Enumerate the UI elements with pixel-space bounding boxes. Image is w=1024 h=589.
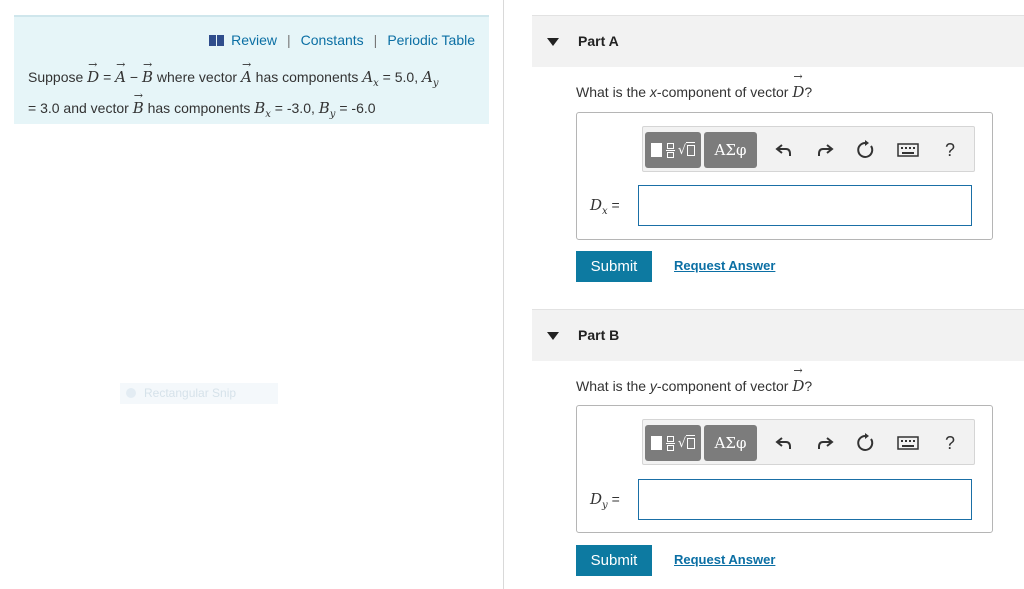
problem-statement — [28, 65, 478, 127]
var-symbol: D — [590, 196, 603, 214]
collapse-triangle-icon[interactable] — [547, 332, 559, 340]
undo-icon[interactable] — [771, 430, 797, 456]
by-subscript: y — [329, 108, 336, 120]
ay-subscript: y — [432, 77, 439, 89]
snip-dot-icon — [126, 388, 136, 398]
problem-intro-panel — [14, 15, 489, 124]
part-a-answer-box — [576, 112, 993, 240]
problem-text: = 3.0 and vector — [28, 99, 133, 116]
part-b-answer-box — [576, 405, 993, 533]
part-b-header[interactable] — [532, 309, 1024, 361]
part-b-submit-button[interactable]: Submit — [576, 545, 652, 576]
undo-icon[interactable] — [771, 137, 797, 163]
part-a-request-answer-link[interactable]: Request Answer — [674, 258, 776, 273]
question-text: What is the — [576, 378, 650, 394]
question-text: What is the — [576, 84, 650, 100]
part-a-submit-button[interactable]: Submit — [576, 251, 652, 282]
dy-answer-input[interactable] — [638, 479, 972, 520]
ax-subscript: x — [373, 77, 379, 89]
vector-b: → B — [133, 96, 144, 121]
review-link[interactable]: Review — [231, 32, 277, 48]
fraction-icon — [666, 436, 675, 451]
vector-a: → A — [115, 65, 126, 90]
vector-a: → A — [241, 65, 252, 90]
question-component: x — [649, 84, 657, 100]
help-icon[interactable]: ? — [944, 139, 955, 160]
math-toolbar — [642, 419, 975, 465]
problem-text: Suppose — [28, 69, 88, 85]
greek-button[interactable]: ΑΣφ — [704, 425, 757, 461]
constants-link[interactable]: Constants — [300, 32, 364, 48]
keyboard-icon[interactable] — [895, 137, 921, 163]
redo-icon[interactable] — [812, 430, 838, 456]
bx-value: = -3.0, — [270, 99, 319, 116]
dx-label — [590, 196, 620, 217]
keyboard-icon[interactable] — [895, 430, 921, 456]
bx-symbol: B — [254, 98, 266, 117]
templates-icon — [651, 143, 662, 157]
reset-icon[interactable] — [853, 137, 879, 163]
snip-ghost-label: Rectangular Snip — [144, 386, 237, 400]
equals-sign: = — [607, 491, 620, 507]
ax-value: = 5.0, — [378, 69, 422, 85]
root-icon: √ — [678, 142, 695, 158]
question-component: y — [649, 378, 657, 394]
var-symbol: D — [590, 490, 603, 508]
part-b-request-answer-link[interactable]: Request Answer — [674, 552, 776, 567]
problem-text: has components — [251, 69, 363, 85]
minus-sign: − — [126, 69, 142, 85]
fraction-icon — [666, 143, 675, 158]
ay-symbol: A — [422, 68, 433, 86]
book-icon — [209, 35, 224, 46]
bx-subscript: x — [265, 108, 271, 120]
templates-icon — [651, 436, 662, 450]
resource-links — [209, 32, 475, 48]
link-separator: | — [286, 32, 291, 48]
redo-icon[interactable] — [812, 137, 838, 163]
vector-d: → D — [87, 65, 99, 90]
column-divider — [503, 0, 504, 589]
collapse-triangle-icon[interactable] — [547, 38, 559, 46]
snip-tool-ghost — [120, 383, 278, 404]
equals-sign: = — [607, 197, 620, 213]
ax-symbol: A — [362, 68, 374, 86]
root-icon: √ — [678, 435, 695, 451]
question-text: -component of vector — [656, 84, 793, 100]
greek-button[interactable]: ΑΣφ — [704, 132, 757, 168]
vector-d: → D — [792, 377, 804, 395]
part-b-question — [576, 377, 812, 395]
templates-button[interactable] — [645, 132, 701, 168]
part-title: Part A — [578, 33, 619, 49]
question-text: -component of vector — [656, 378, 793, 394]
vector-d: → D — [792, 83, 804, 101]
part-a-question — [576, 83, 812, 101]
dx-answer-input[interactable] — [638, 185, 972, 226]
math-toolbar — [642, 126, 975, 172]
question-mark: ? — [804, 84, 813, 100]
help-icon[interactable]: ? — [944, 432, 955, 453]
by-value: = -6.0 — [335, 99, 376, 116]
equals-sign: = — [99, 69, 116, 85]
problem-text: has components — [143, 99, 255, 116]
question-mark: ? — [804, 378, 813, 394]
link-separator: | — [373, 32, 378, 48]
by-symbol: B — [318, 98, 330, 117]
var-subscript: y — [602, 499, 608, 511]
templates-button[interactable] — [645, 425, 701, 461]
dy-label — [590, 490, 620, 511]
vector-b: → B — [142, 65, 153, 90]
part-title: Part B — [578, 327, 620, 343]
periodic-table-link[interactable]: Periodic Table — [387, 32, 475, 48]
part-a-header[interactable] — [532, 15, 1024, 67]
problem-text: where vector — [153, 69, 241, 85]
var-subscript: x — [602, 205, 608, 217]
reset-icon[interactable] — [853, 430, 879, 456]
